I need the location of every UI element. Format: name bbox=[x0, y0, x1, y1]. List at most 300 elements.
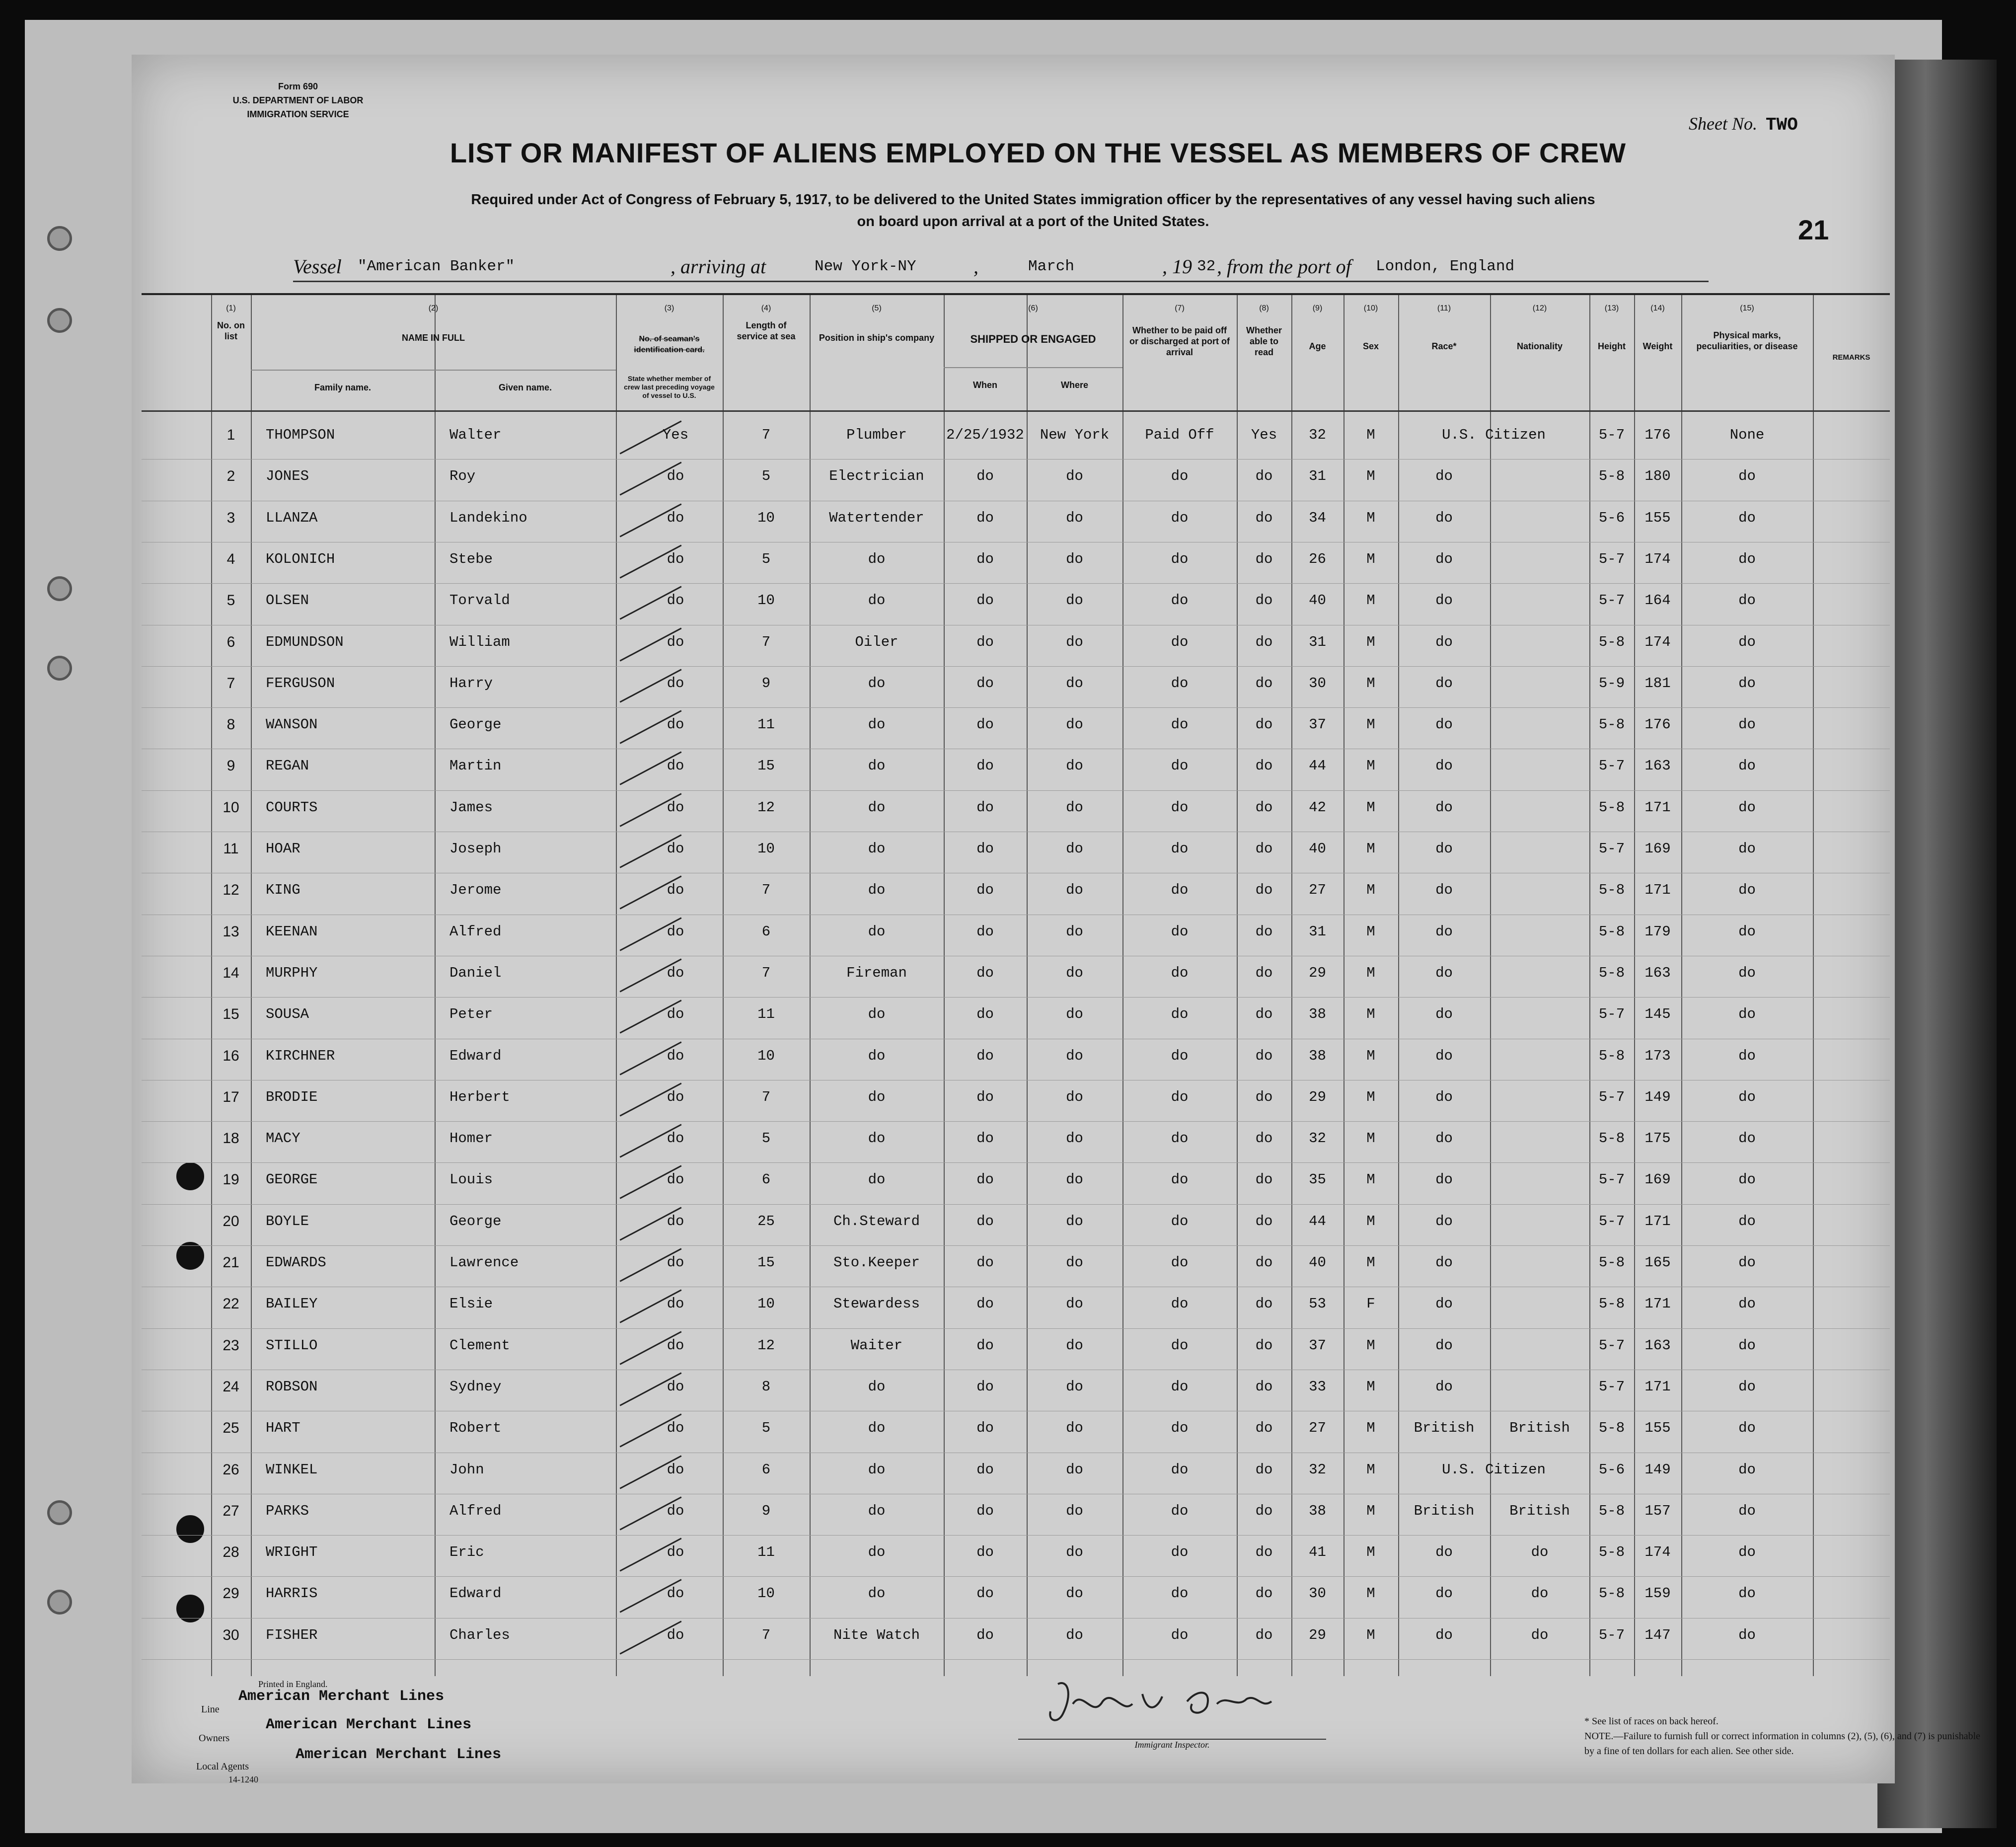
cell-when: do bbox=[976, 1254, 994, 1271]
cell-card: do bbox=[667, 1378, 684, 1395]
cell-weight: 155 bbox=[1644, 1420, 1671, 1437]
cell-family: KEENAN bbox=[266, 923, 318, 940]
cell-sex: M bbox=[1366, 799, 1375, 816]
cell-age: 38 bbox=[1309, 1006, 1326, 1023]
cell-nat: do bbox=[1531, 1544, 1549, 1561]
cell-paid: do bbox=[1171, 841, 1189, 857]
cell-position: do bbox=[868, 1088, 886, 1105]
cell-race: do bbox=[1435, 675, 1453, 692]
year-label: , 19 bbox=[1162, 255, 1192, 278]
cell-service: 6 bbox=[761, 1461, 771, 1478]
cell-position: do bbox=[868, 1502, 886, 1519]
cell-when: do bbox=[976, 1296, 994, 1312]
cell-sex: M bbox=[1366, 550, 1375, 567]
cell-marks: do bbox=[1738, 1420, 1756, 1437]
cell-card: do bbox=[667, 923, 684, 940]
cell-sex: M bbox=[1366, 1420, 1375, 1437]
cell-given: Roy bbox=[449, 468, 476, 485]
cell-family: JONES bbox=[266, 468, 309, 485]
cell-given: Edward bbox=[449, 1585, 502, 1602]
printed-note: Printed in England. bbox=[258, 1679, 328, 1689]
cell-service: 5 bbox=[761, 550, 771, 567]
cell-card: do bbox=[667, 1130, 684, 1147]
cell-height: 5-8 bbox=[1598, 923, 1625, 940]
cell-sex: M bbox=[1366, 1047, 1375, 1064]
cell-paid: do bbox=[1171, 1502, 1189, 1519]
from-label: , from the port of bbox=[1217, 255, 1351, 278]
cell-position: do bbox=[868, 716, 886, 733]
cell-paid: do bbox=[1171, 633, 1189, 650]
cell-weight: 180 bbox=[1644, 468, 1671, 485]
cell-height: 5-8 bbox=[1598, 633, 1625, 650]
cell-weight: 163 bbox=[1644, 1337, 1671, 1354]
cell-age: 37 bbox=[1309, 1337, 1326, 1354]
col-6-num: (6) bbox=[1028, 304, 1038, 312]
cell-weight: 165 bbox=[1644, 1254, 1671, 1271]
cell-race: do bbox=[1435, 633, 1453, 650]
cell-card: do bbox=[667, 1047, 684, 1064]
cell-card: do bbox=[667, 550, 684, 567]
cell-when: do bbox=[976, 964, 994, 981]
cell-sex: M bbox=[1366, 1254, 1375, 1271]
cell-weight: 179 bbox=[1644, 923, 1671, 940]
cell-where: do bbox=[1066, 716, 1083, 733]
cell-given: Elsie bbox=[449, 1296, 493, 1312]
cell-family: REGAN bbox=[266, 758, 309, 774]
cell-sex: M bbox=[1366, 675, 1375, 692]
cell-marks: do bbox=[1738, 882, 1756, 899]
cell-age: 34 bbox=[1309, 509, 1326, 526]
cell-weight: 171 bbox=[1644, 882, 1671, 899]
cell-age: 33 bbox=[1309, 1378, 1326, 1395]
cell-no: 19 bbox=[223, 1171, 239, 1188]
cell-card: do bbox=[667, 509, 684, 526]
row-rule bbox=[142, 666, 1890, 667]
cell-position: Oiler bbox=[855, 633, 898, 650]
cell-sex: M bbox=[1366, 1378, 1375, 1395]
cell-service: 12 bbox=[757, 1337, 775, 1354]
cell-where: do bbox=[1066, 468, 1083, 485]
cell-where: do bbox=[1066, 882, 1083, 899]
cell-service: 6 bbox=[761, 1171, 771, 1188]
cell-marks: do bbox=[1738, 758, 1756, 774]
cell-given: Walter bbox=[449, 427, 502, 443]
cell-race: do bbox=[1435, 1047, 1453, 1064]
cell-height: 5-8 bbox=[1598, 1130, 1625, 1147]
vessel-line bbox=[293, 251, 1709, 282]
cell-age: 31 bbox=[1309, 468, 1326, 485]
cell-read: do bbox=[1255, 550, 1273, 567]
cell-given: Peter bbox=[449, 1006, 493, 1023]
arriving-label: , arriving at bbox=[671, 255, 766, 278]
cell-service: 5 bbox=[761, 1420, 771, 1437]
header-rule bbox=[251, 370, 616, 371]
header-bottom-rule bbox=[142, 410, 1890, 412]
cell-read: do bbox=[1255, 1130, 1273, 1147]
cell-family: MACY bbox=[266, 1130, 300, 1147]
cell-nat: British bbox=[1509, 1502, 1570, 1519]
cell-given: Eric bbox=[449, 1544, 484, 1561]
cell-marks: do bbox=[1738, 1088, 1756, 1105]
from-port: London, England bbox=[1376, 258, 1515, 275]
cell-no: 4 bbox=[226, 550, 235, 567]
cell-height: 5-8 bbox=[1598, 1585, 1625, 1602]
cell-service: 9 bbox=[761, 675, 771, 692]
cell-service: 6 bbox=[761, 923, 771, 940]
arrival-month: March bbox=[1028, 258, 1075, 275]
cell-paid: do bbox=[1171, 758, 1189, 774]
cell-when: do bbox=[976, 1502, 994, 1519]
row-rule bbox=[142, 1204, 1890, 1205]
cell-sex: F bbox=[1366, 1296, 1375, 1312]
cell-read: do bbox=[1255, 1047, 1273, 1064]
cell-position: do bbox=[868, 675, 886, 692]
cell-no: 30 bbox=[223, 1626, 239, 1643]
cell-sex: M bbox=[1366, 633, 1375, 650]
cell-when: 2/25/1932 bbox=[946, 427, 1024, 443]
cell-weight: 171 bbox=[1644, 1378, 1671, 1395]
cell-given: Landekino bbox=[449, 509, 527, 526]
cell-weight: 157 bbox=[1644, 1502, 1671, 1519]
cell-height: 5-8 bbox=[1598, 1420, 1625, 1437]
cell-given: Charles bbox=[449, 1626, 510, 1643]
cell-family: ROBSON bbox=[266, 1378, 318, 1395]
binder-hole bbox=[47, 1590, 72, 1615]
cell-paid: do bbox=[1171, 509, 1189, 526]
cell-race: do bbox=[1435, 1213, 1453, 1230]
cell-age: 40 bbox=[1309, 592, 1326, 609]
cell-paid: do bbox=[1171, 1130, 1189, 1147]
cell-when: do bbox=[976, 509, 994, 526]
cell-weight: 173 bbox=[1644, 1047, 1671, 1064]
cell-family: HART bbox=[266, 1420, 300, 1437]
cell-where: do bbox=[1066, 592, 1083, 609]
cell-service: 10 bbox=[757, 841, 775, 857]
cell-where: do bbox=[1066, 1461, 1083, 1478]
cell-position: do bbox=[868, 592, 886, 609]
cell-no: 28 bbox=[223, 1544, 239, 1561]
cell-weight: 176 bbox=[1644, 427, 1671, 443]
cell-read: do bbox=[1255, 1296, 1273, 1312]
cell-paid: do bbox=[1171, 964, 1189, 981]
cell-no: 15 bbox=[223, 1006, 239, 1023]
cell-marks: do bbox=[1738, 509, 1756, 526]
col-8-header: Whether able to read bbox=[1246, 325, 1282, 357]
row-rule bbox=[142, 790, 1890, 791]
cell-paid: do bbox=[1171, 1006, 1189, 1023]
cell-family: EDMUNDSON bbox=[266, 633, 344, 650]
cell-marks: do bbox=[1738, 964, 1756, 981]
cell-marks: do bbox=[1738, 1213, 1756, 1230]
cell-height: 5-7 bbox=[1598, 592, 1625, 609]
cell-paid: do bbox=[1171, 592, 1189, 609]
cell-paid: do bbox=[1171, 1213, 1189, 1230]
cell-weight: 171 bbox=[1644, 1213, 1671, 1230]
cell-sex: M bbox=[1366, 923, 1375, 940]
cell-service: 25 bbox=[757, 1213, 775, 1230]
cell-paid: Paid Off bbox=[1145, 427, 1214, 443]
owners-label: Owners bbox=[199, 1733, 230, 1744]
inspector-label: Immigrant Inspector. bbox=[1018, 1739, 1326, 1750]
cell-marks: do bbox=[1738, 1378, 1756, 1395]
cell-marks: do bbox=[1738, 1047, 1756, 1064]
sheet-number bbox=[1689, 113, 1798, 135]
inspector-signature bbox=[1038, 1674, 1296, 1734]
cell-race: British bbox=[1414, 1420, 1475, 1437]
row-rule bbox=[142, 1576, 1890, 1577]
cell-weight: 147 bbox=[1644, 1626, 1671, 1643]
cell-paid: do bbox=[1171, 1544, 1189, 1561]
cell-age: 40 bbox=[1309, 841, 1326, 857]
cell-read: do bbox=[1255, 1502, 1273, 1519]
cell-height: 5-9 bbox=[1598, 675, 1625, 692]
cell-sex: M bbox=[1366, 758, 1375, 774]
cell-where: do bbox=[1066, 758, 1083, 774]
vessel-name: "American Banker" bbox=[358, 258, 515, 275]
cell-service: 11 bbox=[757, 1006, 775, 1023]
cell-height: 5-7 bbox=[1598, 841, 1625, 857]
cell-service: 5 bbox=[761, 468, 771, 485]
cell-no: 16 bbox=[223, 1047, 239, 1064]
agents-value: American Merchant Lines bbox=[296, 1746, 502, 1763]
cell-given: Joseph bbox=[449, 841, 502, 857]
header-rule bbox=[944, 367, 1122, 368]
cell-position: do bbox=[868, 1461, 886, 1478]
cell-paid: do bbox=[1171, 923, 1189, 940]
row-rule bbox=[142, 1659, 1890, 1660]
agents-label: Local Agents bbox=[196, 1761, 249, 1772]
cell-card: do bbox=[667, 1296, 684, 1312]
form-number: Form 690 bbox=[278, 81, 318, 91]
cell-no: 23 bbox=[223, 1337, 239, 1354]
binder-hole bbox=[47, 656, 72, 681]
cell-age: 53 bbox=[1309, 1296, 1326, 1312]
cell-no: 12 bbox=[223, 882, 239, 899]
row-rule bbox=[142, 1162, 1890, 1163]
cell-nat: British bbox=[1509, 1420, 1570, 1437]
cell-where: do bbox=[1066, 1626, 1083, 1643]
cell-read: do bbox=[1255, 1544, 1273, 1561]
cell-sex: M bbox=[1366, 468, 1375, 485]
cell-service: 9 bbox=[761, 1502, 771, 1519]
cell-position: Electrician bbox=[829, 468, 924, 485]
subtitle bbox=[358, 189, 1709, 232]
cell-read: do bbox=[1255, 1254, 1273, 1271]
cell-where: New York bbox=[1040, 427, 1110, 443]
cell-age: 27 bbox=[1309, 1420, 1326, 1437]
cell-family: BRODIE bbox=[266, 1088, 318, 1105]
cell-no: 20 bbox=[223, 1213, 239, 1230]
cell-when: do bbox=[976, 468, 994, 485]
cell-card: do bbox=[667, 1502, 684, 1519]
cell-weight: 176 bbox=[1644, 716, 1671, 733]
cell-paid: do bbox=[1171, 1047, 1189, 1064]
cell-position: do bbox=[868, 1130, 886, 1147]
row-rule bbox=[142, 1245, 1890, 1246]
cell-when: do bbox=[976, 799, 994, 816]
cell-read: do bbox=[1255, 923, 1273, 940]
cell-height: 5-6 bbox=[1598, 1461, 1625, 1478]
cell-marks: do bbox=[1738, 1585, 1756, 1602]
cell-sex: M bbox=[1366, 1213, 1375, 1230]
cell-when: do bbox=[976, 633, 994, 650]
cell-sex: M bbox=[1366, 1626, 1375, 1643]
cell-family: SOUSA bbox=[266, 1006, 309, 1023]
cell-marks: do bbox=[1738, 1296, 1756, 1312]
cell-when: do bbox=[976, 1006, 994, 1023]
cell-given: George bbox=[449, 716, 502, 733]
cell-where: do bbox=[1066, 1047, 1083, 1064]
cell-no: 6 bbox=[226, 633, 235, 650]
cell-where: do bbox=[1066, 923, 1083, 940]
binder-hole bbox=[47, 1500, 72, 1525]
cell-when: do bbox=[976, 923, 994, 940]
cell-paid: do bbox=[1171, 716, 1189, 733]
cell-weight: 174 bbox=[1644, 1544, 1671, 1561]
col-7-num: (7) bbox=[1175, 304, 1185, 312]
cell-no: 5 bbox=[226, 592, 235, 609]
cell-no: 3 bbox=[226, 509, 235, 526]
cell-where: do bbox=[1066, 550, 1083, 567]
cell-marks: do bbox=[1738, 1461, 1756, 1478]
cell-read: do bbox=[1255, 468, 1273, 485]
cell-no: 7 bbox=[226, 675, 235, 692]
cell-where: do bbox=[1066, 1544, 1083, 1561]
cell-nat: do bbox=[1531, 1585, 1549, 1602]
cell-race: do bbox=[1435, 758, 1453, 774]
cell-read: do bbox=[1255, 882, 1273, 899]
col-9-num: (9) bbox=[1312, 304, 1323, 312]
binder-hole bbox=[47, 308, 72, 333]
col-11-num: (11) bbox=[1437, 304, 1451, 312]
cell-when: do bbox=[976, 1047, 994, 1064]
cell-age: 30 bbox=[1309, 675, 1326, 692]
cell-sex: M bbox=[1366, 427, 1375, 443]
family-name-header: Family name. bbox=[314, 383, 372, 392]
cell-no: 22 bbox=[223, 1296, 239, 1312]
cell-weight: 145 bbox=[1644, 1006, 1671, 1023]
cell-height: 5-8 bbox=[1598, 716, 1625, 733]
cell-no: 11 bbox=[223, 841, 239, 857]
cell-paid: do bbox=[1171, 799, 1189, 816]
cell-read: do bbox=[1255, 1213, 1273, 1230]
cell-where: do bbox=[1066, 1296, 1083, 1312]
cell-height: 5-6 bbox=[1598, 509, 1625, 526]
line-value: American Merchant Lines bbox=[238, 1688, 445, 1705]
cell-where: do bbox=[1066, 633, 1083, 650]
cell-given: William bbox=[449, 633, 510, 650]
col-1-num: (1) bbox=[226, 304, 236, 312]
cell-paid: do bbox=[1171, 1296, 1189, 1312]
cell-no: 10 bbox=[223, 799, 239, 816]
cell-weight: 175 bbox=[1644, 1130, 1671, 1147]
row-rule bbox=[142, 583, 1890, 584]
cell-sex: M bbox=[1366, 1544, 1375, 1561]
cell-service: 10 bbox=[757, 1047, 775, 1064]
cell-no: 27 bbox=[223, 1502, 239, 1519]
cell-age: 44 bbox=[1309, 758, 1326, 774]
cell-sex: M bbox=[1366, 882, 1375, 899]
cell-race: do bbox=[1435, 592, 1453, 609]
cell-position: do bbox=[868, 550, 886, 567]
row-rule bbox=[142, 459, 1890, 460]
cell-paid: do bbox=[1171, 468, 1189, 485]
cell-age: 44 bbox=[1309, 1213, 1326, 1230]
cell-read: do bbox=[1255, 1171, 1273, 1188]
cell-age: 42 bbox=[1309, 799, 1326, 816]
row-rule bbox=[142, 1535, 1890, 1536]
cell-height: 5-8 bbox=[1598, 1254, 1625, 1271]
cell-no: 25 bbox=[223, 1420, 239, 1437]
cell-race: do bbox=[1435, 509, 1453, 526]
cell-sex: M bbox=[1366, 1006, 1375, 1023]
cell-read: do bbox=[1255, 675, 1273, 692]
cell-sex: M bbox=[1366, 1461, 1375, 1478]
cell-family: LLANZA bbox=[266, 509, 318, 526]
cell-card: do bbox=[667, 1544, 684, 1561]
cell-nat: do bbox=[1531, 1626, 1549, 1643]
cell-weight: 169 bbox=[1644, 1171, 1671, 1188]
col-15-num: (15) bbox=[1740, 304, 1754, 312]
col-5-num: (5) bbox=[872, 304, 882, 312]
cell-card: do bbox=[667, 1088, 684, 1105]
row-rule bbox=[142, 997, 1890, 998]
cell-race: do bbox=[1435, 716, 1453, 733]
cell-given: Stebe bbox=[449, 550, 493, 567]
cell-card: do bbox=[667, 841, 684, 857]
race-note: * See list of races on back hereof. bbox=[1584, 1716, 1718, 1727]
cell-when: do bbox=[976, 1213, 994, 1230]
col-3-subheader: State whether member of crew last preceding voyage of vessel to U.S. bbox=[624, 375, 715, 399]
cell-weight: 159 bbox=[1644, 1585, 1671, 1602]
cell-family: FERGUSON bbox=[266, 675, 335, 692]
cell-position: Sto.Keeper bbox=[833, 1254, 920, 1271]
cell-read: do bbox=[1255, 841, 1273, 857]
cell-no: 24 bbox=[223, 1378, 239, 1395]
cell-height: 5-7 bbox=[1598, 1006, 1625, 1023]
cell-where: do bbox=[1066, 1130, 1083, 1147]
cell-given: James bbox=[449, 799, 493, 816]
col-2-num: (2) bbox=[428, 304, 439, 312]
cell-race: U.S. Citizen bbox=[1442, 427, 1546, 443]
col-10-num: (10) bbox=[1363, 304, 1378, 312]
cell-marks: do bbox=[1738, 923, 1756, 940]
cell-service: 7 bbox=[761, 964, 771, 981]
cell-height: 5-7 bbox=[1598, 427, 1625, 443]
cell-age: 26 bbox=[1309, 550, 1326, 567]
cell-family: GEORGE bbox=[266, 1171, 318, 1188]
cell-card: Yes bbox=[662, 427, 689, 443]
cell-weight: 149 bbox=[1644, 1088, 1671, 1105]
cell-given: Alfred bbox=[449, 923, 502, 940]
cell-position: do bbox=[868, 923, 886, 940]
column-divider bbox=[1813, 295, 1814, 1676]
cell-read: do bbox=[1255, 1337, 1273, 1354]
cell-read: do bbox=[1255, 964, 1273, 981]
cell-family: WINKEL bbox=[266, 1461, 318, 1478]
col-3-header: No. of seaman's identification card. bbox=[634, 335, 705, 354]
cell-position: do bbox=[868, 758, 886, 774]
cell-race: do bbox=[1435, 1254, 1453, 1271]
cell-paid: do bbox=[1171, 1461, 1189, 1478]
vessel-label: Vessel bbox=[293, 255, 342, 278]
cell-position: do bbox=[868, 841, 886, 857]
arriving-port: New York-NY bbox=[815, 258, 916, 275]
cell-no: 13 bbox=[223, 923, 239, 940]
col-10-header: Sex bbox=[1362, 341, 1379, 351]
cell-marks: do bbox=[1738, 1171, 1756, 1188]
sheet-label: Sheet No. bbox=[1689, 114, 1757, 134]
